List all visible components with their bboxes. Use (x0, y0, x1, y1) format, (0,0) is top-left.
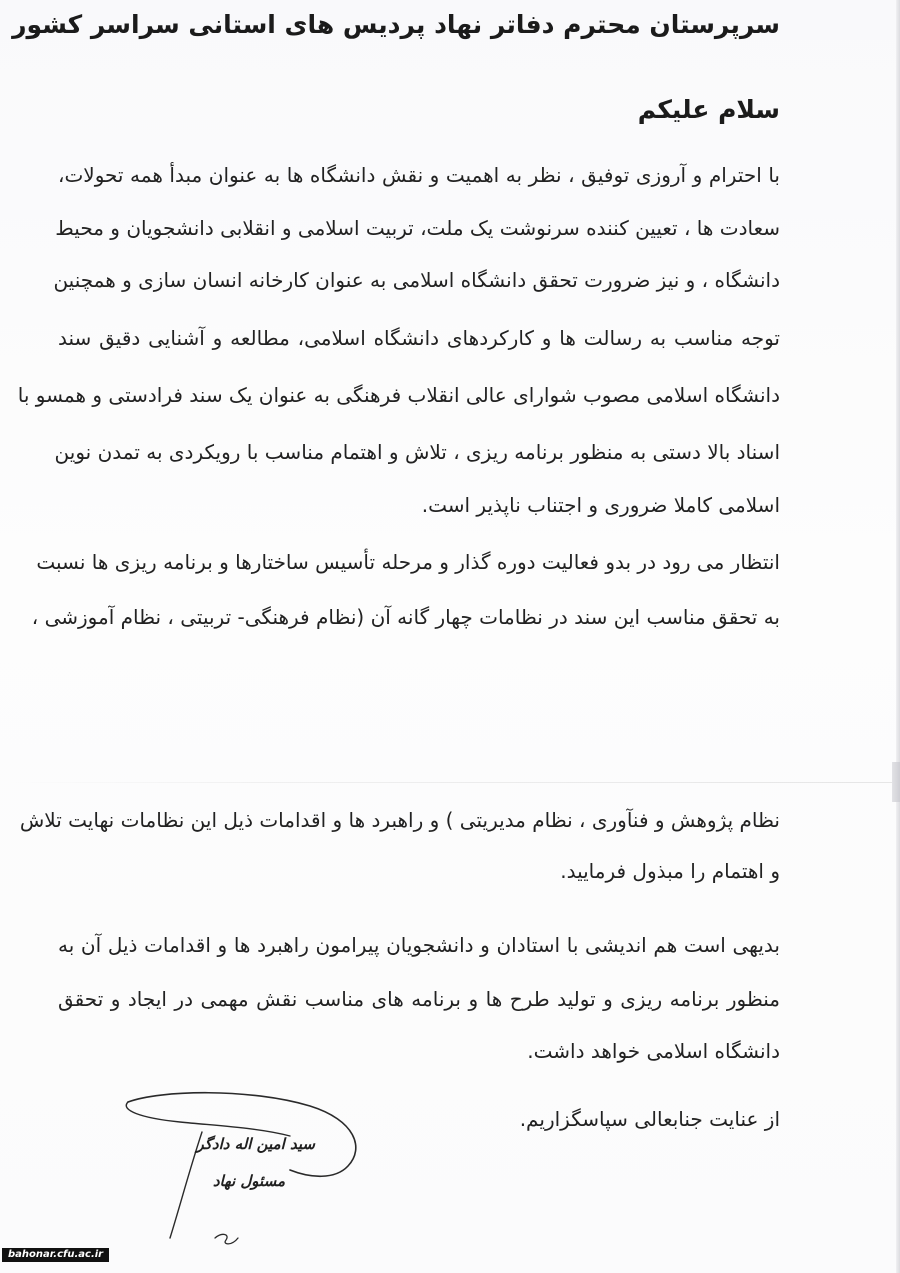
signatory-name: سید امین اله دادگر (196, 1135, 315, 1153)
letter-heading: سرپرستان محترم دفاتر نهاد پردیس های استانی سراسر کشور (12, 10, 780, 39)
body-line: اسلامی کاملا ضروری و اجتناب ناپذیر است. (421, 493, 780, 517)
signatory-title: مسئول نهاد (212, 1172, 285, 1190)
body-line: با احترام و آروزی توفیق ، نظر به اهمیت و نقش دانشگاه ها به عنوان مبدأ همه تحولات، (58, 163, 780, 187)
body-line: منظور برنامه ریزی و تولید طرح ها و برنامه های مناسب نقش مهمی در ایجاد و تحقق (58, 987, 780, 1011)
body-line: انتظار می رود در بدو فعالیت دوره گذار و مرحله تأسیس ساختارها و برنامه ریزی ها نسبت (36, 550, 780, 574)
body-line: بدیهی است هم اندیشی با استادان و دانشجویان پیرامون راهبرد ها و اقدامات ذیل آن به (58, 933, 780, 957)
body-line: توجه مناسب به رسالت ها و کارکردهای دانشگاه اسلامی، مطالعه و آشنایی دقیق سند (58, 326, 780, 350)
body-line: به تحقق مناسب این سند در نظامات چهار گانه آن (نظام فرهنگی- تربیتی ، نظام آموزشی ، (31, 605, 780, 629)
body-line: از عنایت جنابعالی سپاسگزاریم. (519, 1107, 780, 1131)
letter-greeting: سلام علیکم (637, 95, 780, 124)
body-line: سعادت ها ، تعیین کننده سرنوشت یک ملت، تربیت اسلامی و انقلابی دانشجویان و محیط (55, 216, 780, 240)
body-line: و اهتمام را مبذول فرمایید. (560, 859, 780, 883)
body-line: دانشگاه اسلامی خواهد داشت. (527, 1039, 780, 1063)
body-line: اسناد بالا دستی به منظور برنامه ریزی ، تلاش و اهتمام مناسب با رویکردی به تمدن نوین (54, 440, 780, 464)
signature-block (110, 1088, 370, 1268)
page-edge-shadow (896, 0, 900, 1273)
body-line: دانشگاه اسلامی مصوب شوارای عالی انقلاب فرهنگی به عنوان یک سند فرادستی و همسو با (17, 383, 780, 407)
site-watermark: bahonar.cfu.ac.ir (2, 1248, 109, 1262)
body-line: نظام پژوهش و فنآوری ، نظام مدیریتی ) و راهبرد ها و اقدامات ذیل این نظامات نهایت تلاش (19, 808, 780, 832)
scan-fold-mark (892, 762, 900, 802)
body-line: دانشگاه ، و نیز ضرورت تحقق دانشگاه اسلامی به عنوان کارخانه انسان سازی و همچنین (53, 268, 780, 292)
scan-fold-line (0, 782, 900, 783)
